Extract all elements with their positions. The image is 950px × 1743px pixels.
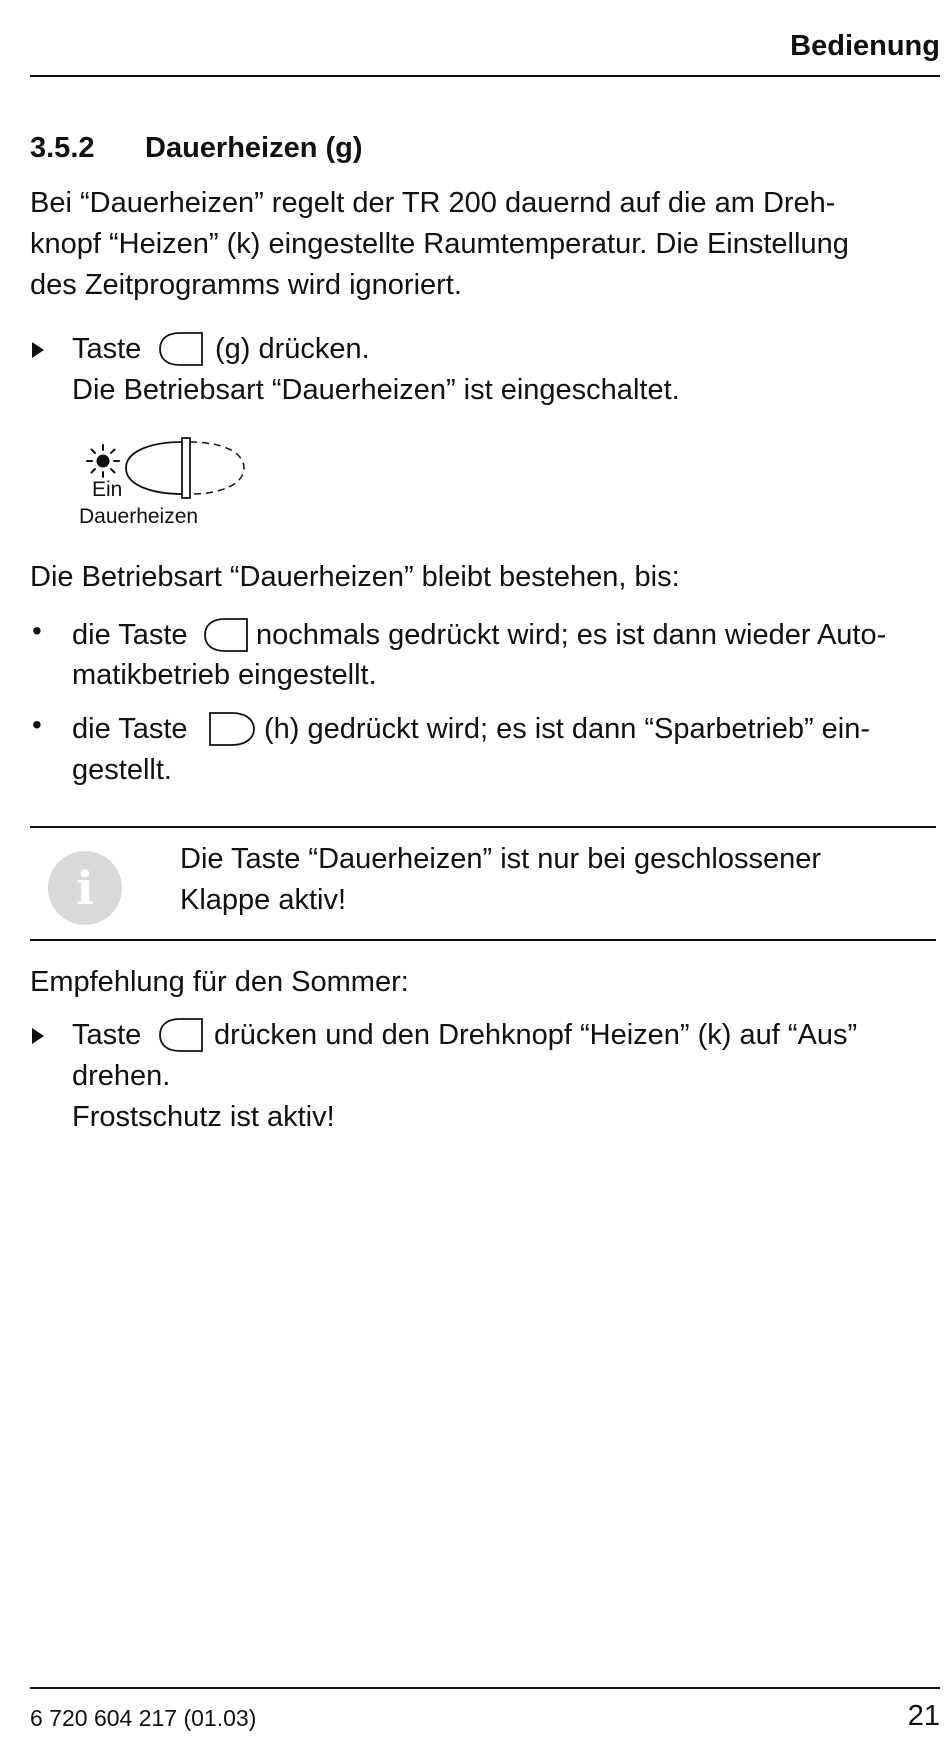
summer-step-after: drücken und den Drehknopf “Heizen” (k) auf “Aus” [214, 1019, 858, 1051]
step1-result: Die Betriebsart “Dauerheizen” ist eingeschaltet. [72, 374, 680, 406]
summer-step-before: Taste [72, 1019, 142, 1051]
dauerheizen-key-icon-2 [203, 617, 249, 653]
dauerheizen-key-icon [158, 331, 204, 367]
item1-text-before: die Taste [72, 619, 188, 651]
header-rule [30, 75, 940, 77]
item1-text-after: nochmals gedrückt wird; es ist dann wieder Auto- [256, 619, 887, 651]
note-line-1: Die Taste “Dauerheizen” ist nur bei geschlossener [180, 843, 822, 875]
summer-heading: Empfehlung für den Sommer: [30, 966, 409, 998]
note-bottom-rule [30, 939, 936, 941]
list-bullet: • [32, 709, 42, 740]
info-icon-glyph: i [76, 861, 94, 915]
sun-icon [85, 443, 121, 479]
step-bullet-icon [32, 1028, 44, 1044]
intro-line-1: Bei “Dauerheizen” regelt der TR 200 dauernd auf die am Dreh- [30, 187, 836, 219]
summer-step-line2: drehen. [72, 1060, 171, 1092]
doc-number: 6 720 604 217 (01.03) [30, 1705, 257, 1731]
section-number: 3.5.2 [30, 132, 95, 164]
spar-key-icon [208, 711, 256, 747]
list-bullet: • [32, 615, 42, 646]
footer-rule [30, 1687, 940, 1689]
intro-line-2: knopf “Heizen” (k) eingestellte Raumtemperatur. Die Einstellung [30, 228, 849, 260]
info-icon [48, 851, 122, 925]
note-top-rule [30, 826, 936, 828]
intro-line-3: des Zeitprogramms wird ignoriert. [30, 269, 462, 301]
page-number: 21 [907, 1700, 940, 1732]
chapter-header: Bedienung [790, 30, 940, 62]
figure-label-mode: Dauerheizen [79, 505, 199, 528]
step1-text-before: Taste [72, 333, 142, 365]
dauerheizen-key-figure [124, 436, 248, 500]
section-title: Dauerheizen (g) [145, 132, 363, 164]
item1-line2: matikbetrieb eingestellt. [72, 659, 377, 691]
note-line-2: Klappe aktiv! [180, 884, 347, 916]
conditions-intro: Die Betriebsart “Dauerheizen” bleibt bestehen, bis: [30, 561, 680, 593]
figure-label-on: Ein [92, 478, 123, 501]
item2-line2: gestellt. [72, 754, 172, 786]
item2-text-before: die Taste [72, 713, 188, 745]
dauerheizen-key-icon-3 [158, 1017, 204, 1053]
summer-step-line3: Frostschutz ist aktiv! [72, 1101, 335, 1133]
item2-text-after: (h) gedrückt wird; es ist dann “Sparbetrieb” ein- [264, 713, 871, 745]
step1-text-after: (g) drücken. [215, 333, 370, 365]
step-bullet-icon [32, 342, 44, 358]
